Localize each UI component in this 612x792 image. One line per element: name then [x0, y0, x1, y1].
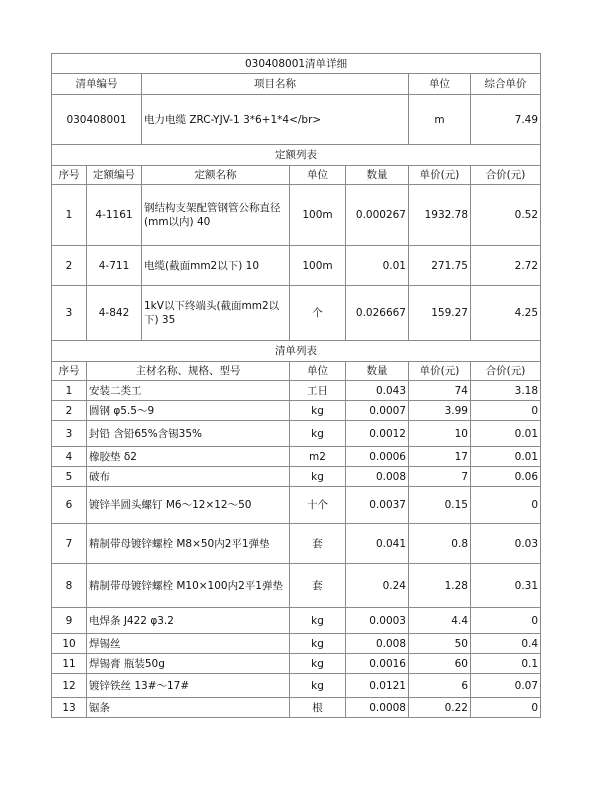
material-row — [52, 634, 541, 654]
material-name: 破布 — [87, 467, 290, 487]
material-header-price: 单价(元) — [409, 362, 471, 381]
material-total: 0.06 — [471, 467, 541, 487]
material-total: 0.07 — [471, 674, 541, 698]
material-qty: 0.0006 — [346, 447, 409, 467]
material-unit: 套 — [290, 524, 346, 564]
quota-unit: 100m — [290, 185, 346, 246]
material-header-qty: 数量 — [346, 362, 409, 381]
material-price: 1.28 — [409, 564, 471, 608]
material-qty: 0.0012 — [346, 421, 409, 447]
material-price: 50 — [409, 634, 471, 654]
material-name: 安装二类工 — [87, 381, 290, 401]
material-no: 2 — [52, 401, 87, 421]
material-unit: 工日 — [290, 381, 346, 401]
material-total: 0.01 — [471, 447, 541, 467]
quota-qty: 0.000267 — [346, 185, 409, 246]
quota-code: 4-711 — [87, 246, 142, 286]
material-qty: 0.0121 — [346, 674, 409, 698]
material-name: 锯条 — [87, 698, 290, 718]
quota-price: 159.27 — [409, 286, 471, 341]
material-header-total: 合价(元) — [471, 362, 541, 381]
material-no: 5 — [52, 467, 87, 487]
material-row — [52, 467, 541, 487]
page-title: 030408001清单详细 — [52, 54, 541, 74]
header-bill-code: 清单编号 — [52, 74, 142, 95]
quota-name: 电缆(截面mm2以下) 10 — [142, 246, 290, 286]
material-header-no: 序号 — [52, 362, 87, 381]
quota-header-name: 定额名称 — [142, 166, 290, 185]
material-no: 8 — [52, 564, 87, 608]
material-qty: 0.0037 — [346, 487, 409, 524]
material-price: 10 — [409, 421, 471, 447]
material-total: 0.03 — [471, 524, 541, 564]
quota-name: 1kV以下终端头(截面mm2以下) 35 — [142, 286, 290, 341]
material-unit: kg — [290, 401, 346, 421]
material-unit: 十个 — [290, 487, 346, 524]
quota-header-unit: 单位 — [290, 166, 346, 185]
quota-code: 4-842 — [87, 286, 142, 341]
material-price: 74 — [409, 381, 471, 401]
material-name: 焊锡膏 瓶装50g — [87, 654, 290, 674]
material-name: 镀锌铁丝 13#～17# — [87, 674, 290, 698]
material-unit: 套 — [290, 564, 346, 608]
material-name: 镀锌半圆头螺钉 M6～12×12～50 — [87, 487, 290, 524]
material-row — [52, 564, 541, 608]
material-price: 0.8 — [409, 524, 471, 564]
material-total: 0 — [471, 401, 541, 421]
material-price: 3.99 — [409, 401, 471, 421]
material-total: 0.4 — [471, 634, 541, 654]
material-name: 橡胶垫 δ2 — [87, 447, 290, 467]
quota-no: 1 — [52, 185, 87, 246]
material-no: 9 — [52, 608, 87, 634]
material-total: 0.31 — [471, 564, 541, 608]
material-header-name: 主材名称、规格、型号 — [87, 362, 290, 381]
material-price: 0.22 — [409, 698, 471, 718]
material-unit: 根 — [290, 698, 346, 718]
material-name: 精制带母镀锌螺栓 M8×50内2平1弹垫 — [87, 524, 290, 564]
material-name: 封铅 含铅65%含锡35% — [87, 421, 290, 447]
material-price: 7 — [409, 467, 471, 487]
quota-row — [52, 185, 541, 246]
material-qty: 0.24 — [346, 564, 409, 608]
material-no: 11 — [52, 654, 87, 674]
material-no: 10 — [52, 634, 87, 654]
material-name: 电焊条 J422 φ3.2 — [87, 608, 290, 634]
bill-unit: m — [409, 95, 471, 145]
material-qty: 0.008 — [346, 634, 409, 654]
material-unit: kg — [290, 634, 346, 654]
material-total: 3.18 — [471, 381, 541, 401]
material-qty: 0.0008 — [346, 698, 409, 718]
material-row — [52, 401, 541, 421]
quota-row — [52, 246, 541, 286]
material-unit: kg — [290, 608, 346, 634]
bill-item-name: 电力电缆 ZRC-YJV-1 3*6+1*4</br> — [142, 95, 409, 145]
material-unit: kg — [290, 421, 346, 447]
quota-row — [52, 286, 541, 341]
material-header-unit: 单位 — [290, 362, 346, 381]
material-qty: 0.0016 — [346, 654, 409, 674]
header-item-name: 项目名称 — [142, 74, 409, 95]
material-row — [52, 421, 541, 447]
header-unit: 单位 — [409, 74, 471, 95]
quota-total: 4.25 — [471, 286, 541, 341]
quota-header-price: 单价(元) — [409, 166, 471, 185]
quota-qty: 0.026667 — [346, 286, 409, 341]
material-total: 0.1 — [471, 654, 541, 674]
bill-detail-table — [51, 53, 541, 718]
material-no: 7 — [52, 524, 87, 564]
quota-code: 4-1161 — [87, 185, 142, 246]
quota-price: 271.75 — [409, 246, 471, 286]
quota-no: 3 — [52, 286, 87, 341]
material-name: 精制带母镀锌螺栓 M10×100内2平1弹垫 — [87, 564, 290, 608]
material-unit: kg — [290, 654, 346, 674]
material-no: 6 — [52, 487, 87, 524]
bill-price: 7.49 — [471, 95, 541, 145]
material-unit: kg — [290, 467, 346, 487]
quota-header-code: 定额编号 — [87, 166, 142, 185]
material-price: 4.4 — [409, 608, 471, 634]
bill-row — [52, 95, 541, 145]
material-total: 0 — [471, 487, 541, 524]
material-row — [52, 674, 541, 698]
quota-unit: 个 — [290, 286, 346, 341]
bill-code: 030408001 — [52, 95, 142, 145]
material-no: 13 — [52, 698, 87, 718]
quota-unit: 100m — [290, 246, 346, 286]
material-price: 17 — [409, 447, 471, 467]
material-no: 4 — [52, 447, 87, 467]
quota-name: 钢结构支架配管钢管公称直径(mm以内) 40 — [142, 185, 290, 246]
material-total: 0 — [471, 698, 541, 718]
material-row — [52, 698, 541, 718]
quota-no: 2 — [52, 246, 87, 286]
material-qty: 0.043 — [346, 381, 409, 401]
material-qty: 0.008 — [346, 467, 409, 487]
quota-header-no: 序号 — [52, 166, 87, 185]
material-row — [52, 487, 541, 524]
material-no: 12 — [52, 674, 87, 698]
material-row — [52, 447, 541, 467]
quota-total: 2.72 — [471, 246, 541, 286]
material-total: 0.01 — [471, 421, 541, 447]
material-qty: 0.041 — [346, 524, 409, 564]
material-row — [52, 654, 541, 674]
material-qty: 0.0003 — [346, 608, 409, 634]
material-section-title: 清单列表 — [52, 341, 541, 362]
quota-header-qty: 数量 — [346, 166, 409, 185]
material-qty: 0.0007 — [346, 401, 409, 421]
material-price: 6 — [409, 674, 471, 698]
quota-price: 1932.78 — [409, 185, 471, 246]
material-unit: kg — [290, 674, 346, 698]
quota-total: 0.52 — [471, 185, 541, 246]
material-row — [52, 381, 541, 401]
material-name: 圆钢 φ5.5～9 — [87, 401, 290, 421]
material-row — [52, 608, 541, 634]
material-total: 0 — [471, 608, 541, 634]
material-price: 0.15 — [409, 487, 471, 524]
material-no: 1 — [52, 381, 87, 401]
quota-section-title: 定额列表 — [52, 145, 541, 166]
material-unit: m2 — [290, 447, 346, 467]
material-row — [52, 524, 541, 564]
material-price: 60 — [409, 654, 471, 674]
material-name: 焊锡丝 — [87, 634, 290, 654]
quota-header-total: 合价(元) — [471, 166, 541, 185]
header-unit-price: 综合单价 — [471, 74, 541, 95]
quota-qty: 0.01 — [346, 246, 409, 286]
material-no: 3 — [52, 421, 87, 447]
